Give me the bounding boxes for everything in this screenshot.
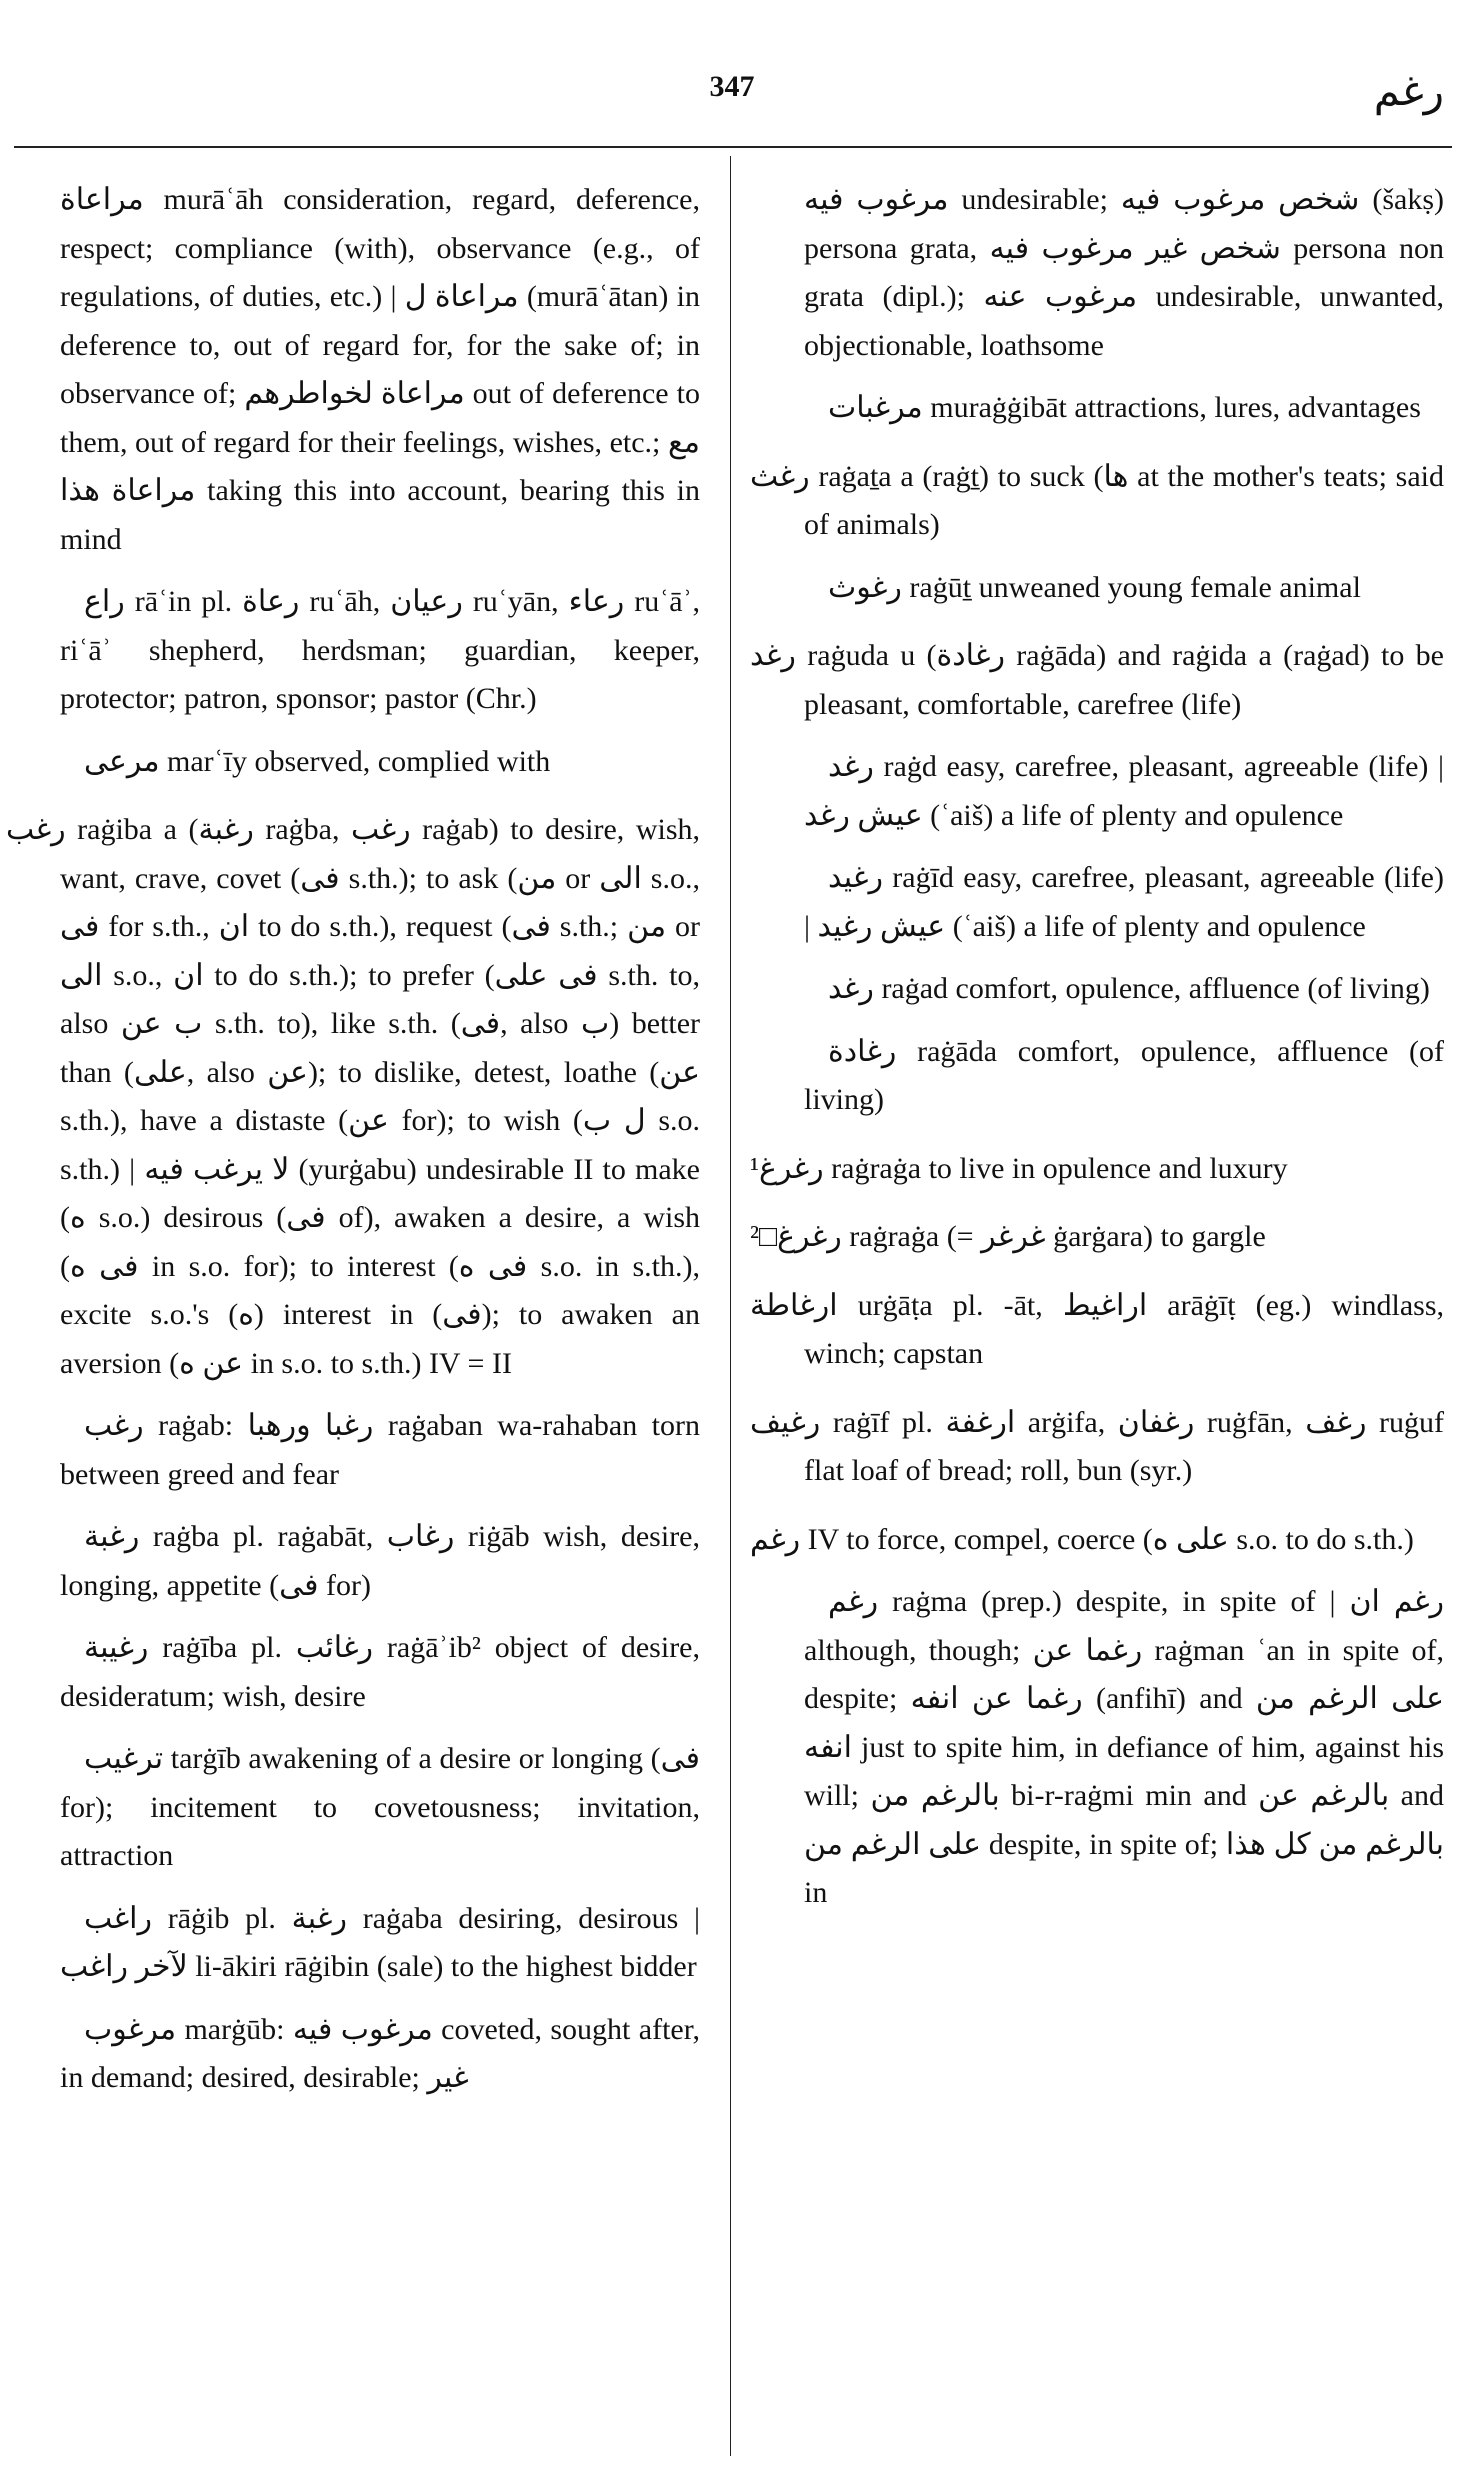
dictionary-entry: مرعى marʿīy observed, complied with — [84, 744, 551, 778]
dictionary-entry: رغوث raġūṯ unweaned young female animal — [828, 570, 1361, 604]
dictionary-entry: رغيف raġīf pl. ارغفة arġifa, رغفان ruġfān, رغف ruġuf flat loaf of bread; roll, bun (syr.) — [750, 1405, 1445, 1487]
dictionary-entry: رغيبة raġība pl. رغائب raġāʾib² object of desire, desideratum; wish, desire — [60, 1631, 700, 1713]
dictionary-entry: رغث raġaṯa a (raġṯ) to suck (ها at the mother's teats; said of animals) — [750, 459, 1444, 541]
dictionary-entry: رغم IV to force, compel, coerce (على ه s.o. to do s.th.) — [750, 1522, 1414, 1556]
dictionary-entry: رغادة raġāda comfort, opulence, affluence (of living) — [804, 1034, 1444, 1116]
dictionary-entry: مراعاة murāʿāh consideration, regard, deference, respect; compliance (with), observance (e.g., of regulations, of duties, etc.) | مراعاة ل (murāʿātan) in deference to, out of regard for, for the sake of; in observance of; مراعاة لخواطرهم out of deference to them, out of regard for their feelings, wishes, etc.; مع مراعاة هذا taking this into account, bearing this in mind — [60, 183, 701, 556]
dictionary-entry: رغب raġiba a (رغبة raġba, رغب raġab) to desire, wish, want, crave, covet (فى s.th.); to ask (من or الى s.o., فى for s.th., ان to do s.th.), request (فى s.th.; من or الى s.o., ان to do s.th.); to prefer (فى على s.th. to, also ب عن s.th. to), like s.th. (فى, also ب) better than (على, also عن); to dislike, detest, loathe (عن s.th.), have a distaste (عن for); to wish (ل ب s.o. s.th.) | لا يرغب فيه (yurġabu) undesirable II to make (ه s.o.) desirous (فى of), awaken a desire, a wish (فى ه in s.o. for); to interest (فى ه s.o. in s.th.), excite s.o.'s (ه) interest in (فى); to awaken an aversion (عن ه in s.o. to s.th.) IV = II — [6, 813, 701, 1380]
left-column — [6, 176, 701, 2117]
dictionary-entry: راغب rāġib pl. رغبة raġaba desiring, desirous | لآخر راغب li-ākiri rāġibin (sale) to the highest bidder — [60, 1901, 700, 1983]
dictionary-entry: رغد raġuda u (رغادة raġāda) and raġida a (raġad) to be pleasant, comfortable, carefree (life) — [750, 639, 1444, 721]
column-divider — [730, 156, 731, 2456]
dictionary-entry: مرغوب فيه undesirable; شخص مرغوب فيه (šakṣ) persona grata, شخص غير مرغوب فيه persona non grata (dipl.); مرغوب عنه undesirable, unwanted, objectionable, loathsome — [804, 183, 1445, 362]
dictionary-entry: ²□رغرغ raġraġa (= غرغر ġarġara) to gargle — [750, 1220, 1266, 1253]
dictionary-entry: راع rāʿin pl. رعاة ruʿāh, رعيان ruʿyān, رعاء ruʿāʾ, riʿāʾ shepherd, herdsman; guardian, keeper, protector; patron, sponsor; pastor (Chr.) — [60, 585, 701, 715]
running-head: رغم — [1373, 66, 1444, 115]
header-rule — [14, 146, 1452, 148]
dictionary-entry: ¹رغرغ raġraġa to live in opulence and luxury — [750, 1151, 1288, 1185]
page-number: 347 — [709, 70, 755, 103]
right-column — [750, 176, 1445, 1932]
dictionary-entry: رغيد raġīd easy, carefree, pleasant, agreeable (life) | عيش رغيد (ʿaiš) a life of plenty and opulence — [804, 861, 1444, 943]
dictionary-entry: ارغاطة urġāṭa pl. -āt, اراغيط arāġīṭ (eg.) windlass, winch; capstan — [750, 1288, 1444, 1370]
dictionary-entry: رغم raġma (prep.) despite, in spite of | رغم ان although, though; رغما عن raġman ʿan in spite of, despite; رغما عن انفه (anfihī) and على الرغم من انفه just to spite him, in defiance of him, against his will; بالرغم من bi-r-raġmi min and بالرغم عن and على الرغم من despite, in spite of; بالرغم من كل هذا in — [804, 1585, 1445, 1909]
dictionary-entry: مرغوب marġūb: مرغوب فيه coveted, sought after, in demand; desired, desirable; غير — [60, 2012, 701, 2094]
dictionary-entry: رغد raġad comfort, opulence, affluence (of living) — [828, 972, 1430, 1005]
dictionary-entry: ترغيب tarġīb awakening of a desire or longing (فى for); incitement to covetousness; invitation, attraction — [60, 1742, 700, 1872]
dictionary-entry: رغد raġd easy, carefree, pleasant, agreeable (life) | عيش رغد (ʿaiš) a life of plenty and opulence — [804, 750, 1444, 832]
dictionary-entry: رغبة raġba pl. raġabāt, رغاب riġāb wish, desire, longing, appetite (فى for) — [60, 1520, 700, 1602]
dictionary-entry: مرغبات muraġġibāt attractions, lures, advantages — [828, 391, 1421, 424]
dictionary-entry: رغب raġab: رغبا ورهبا raġaban wa-rahaban torn between greed and fear — [60, 1409, 701, 1491]
